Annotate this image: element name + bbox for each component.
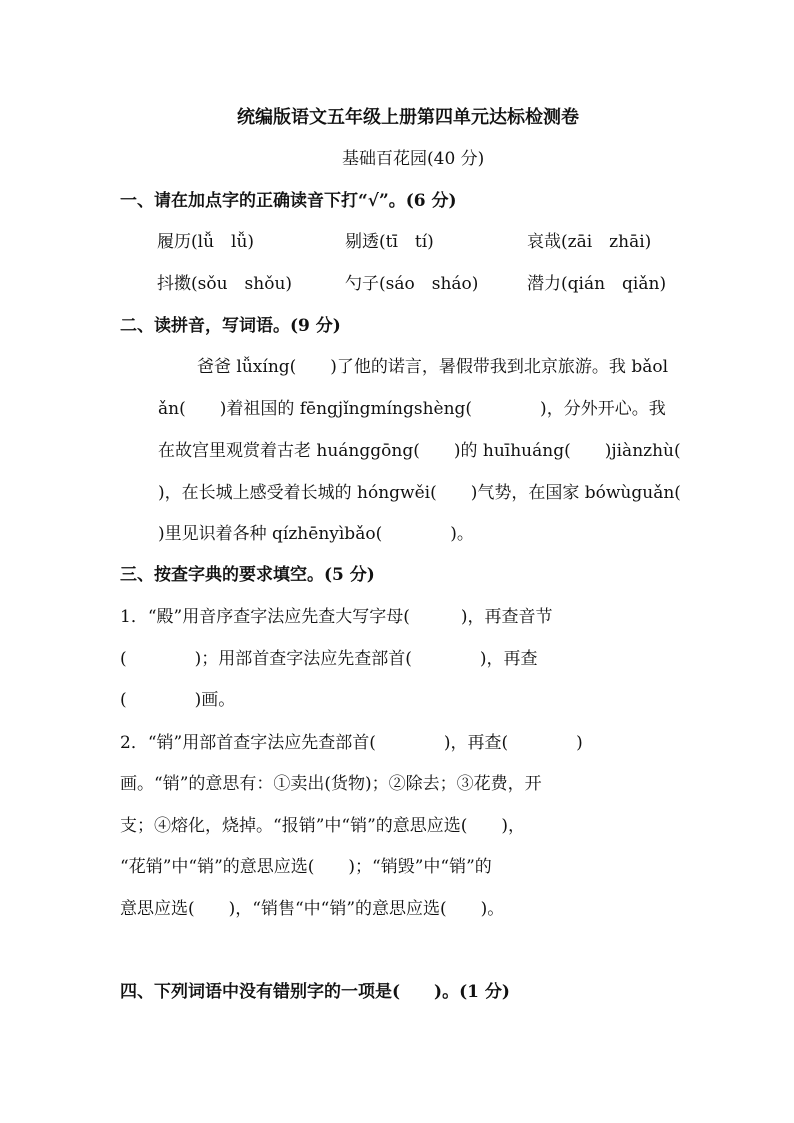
q3-text-line: ( )；用部首查字法应先查部首( )，再查 [120,649,538,669]
q2-paragraph-line: 在故宫里观赏着古老 huánggōng( )的 huīhuáng( )jiànzhù( [158,441,681,461]
q1-item: 抖擞(sǒu shǒu) [157,274,293,294]
q3-heading: 三、按查字典的要求填空。(5 分) [120,565,375,585]
q3-text-line: 意思应选( )，“销售“中“销”的意思应选( )。 [120,899,505,919]
q4-heading: 四、下列词语中没有错别字的一项是( )。(1 分) [120,982,510,1002]
section-subtitle: 基础百花园(40 分) [342,149,485,169]
q3-text-line: 画。“销”的意思有：①卖出(货物)；②除去；③花费，开 [120,774,542,794]
q1-item: 勺子(sáo sháo) [345,274,479,294]
q3-text-line: ( )画。 [120,690,236,710]
q1-item: 剔透(tī tí) [345,232,434,252]
q3-text-line: 支；④熔化，烧掉。“报销”中“销”的意思应选( )， [120,816,526,836]
q2-heading: 二、读拼音，写词语。(9 分) [120,316,341,336]
q3-text-line: “花销”中“销”的意思应选( )；“销毁”中“销”的 [120,857,492,877]
q1-item: 潜力(qián qiǎn) [527,274,667,294]
q1-item: 履历(lǚ lǚ) [157,232,255,252]
q3-text-line: 1．“殿”用音序查字法应先查大写字母( )，再查音节 [120,607,553,627]
page-title: 统编版语文五年级上册第四单元达标检测卷 [237,107,579,128]
q1-heading: 一、请在加点字的正确读音下打“√”。(6 分) [120,191,457,211]
q2-paragraph-line: ǎn( )着祖国的 fēngjǐngmíngshèng( )，分外开心。我 [158,399,666,419]
q3-text-line: 2．“销”用部首查字法应先查部首( )，再查( ) [120,733,583,753]
q2-paragraph-line: 爸爸 lǚxíng( )了他的诺言，暑假带我到北京旅游。我 bǎol [197,357,669,377]
q1-item: 哀哉(zāi zhāi) [527,232,652,252]
q2-paragraph-line: )，在长城上感受着长城的 hóngwěi( )气势，在国家 bówùguǎn( [158,483,681,503]
q2-paragraph-line: )里见识着各种 qízhēnyìbǎo( )。 [158,524,474,544]
